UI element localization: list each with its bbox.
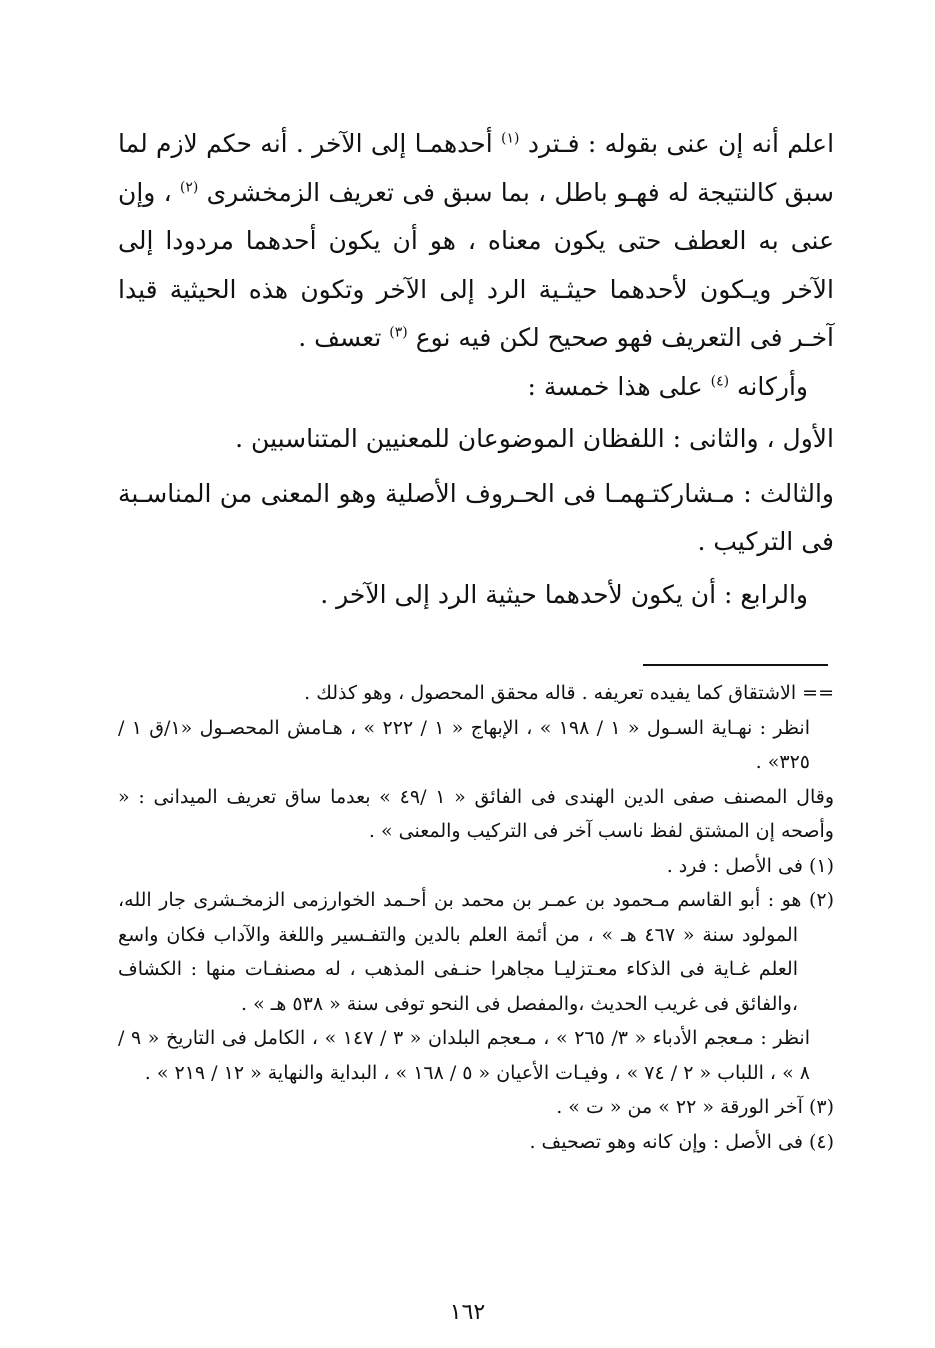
footnote-continued: == الاشتقاق كما يفيده تعريفه . قاله محقق المحصول ، وهو كذلك .: [304, 682, 834, 704]
footnotes: [118, 676, 834, 1159]
text-run: وأركانه: [737, 371, 808, 401]
footnote-continued-quote: وقال المصنف صفى الدين الهندى فى الفائق « ١ /٤٩ » بعدما ساق تعريف الميدانى : « وأصحه إن المشتق لفظ ناسب آخر فى التركيب والمعنى » .: [118, 785, 834, 842]
footnote-ref-4: (٤): [710, 373, 730, 390]
text-run: ، وإن عنى به العطف حتى يكون معناه ، هو أن يكون أحدهما مردودا إلى الآخر ويـكون لأحدهما حيثـية الرد إلى الآخر وتكون هذه الحيثية قيدا آخـر فى التعريف فهو صحيح لكن فيه نوع: [118, 177, 834, 352]
footnote-3: (٣) آخر الورقة « ٢٢ » من « ت » .: [556, 1096, 834, 1118]
footnote-1: (١) فى الأصل : فرد .: [666, 854, 834, 877]
text-run: اعلم أنه إن عنى بقوله : فـترد: [527, 129, 835, 158]
text-run: تعسف .: [298, 323, 382, 352]
paragraph-4: والثالث : مـشاركتـهمـا فى الحـروف الأصلية وهو المعنى من المناسـبة فى التركيب .: [118, 478, 834, 556]
footnote-divider: [643, 664, 828, 666]
paragraph-1: [118, 120, 834, 363]
page-number: ١٦٢: [449, 1300, 486, 1325]
text-run: أحدهمـا إلى الآخر . أنه حكم لازم لما سبق كالنتيجة له فهـو باطل ، بما سبق فى تعريف الزمخشرى: [118, 129, 834, 207]
footnote-ref-1: (١): [501, 130, 520, 147]
paragraph-5: والرابع : أن يكون لأحدهما حيثية الرد إلى الآخر .: [320, 579, 808, 609]
footnote-2: (٢) هو : أبو القاسم مـحمود بن عمـر بن محمد بن أحـمد الخوارزمى الزمخـشرى جار الله، المولود سنة « ٤٦٧ هـ » ، من أئمة العلم بالدين والتفـسير واللغة والآداب فكان واسع العلم غـاية فى الذكاء معـتزليـا مجاهرا حنـفى المذهب ، له مصنفـات منها : الكشاف ،والفائق فى غريب الحديث ،والمفصل فى النحو توفى سنة « ٥٣٨ هـ » .: [118, 889, 834, 1015]
paragraph-3: الأول ، والثانى : اللفظان الموضوعان للمعنيين المتناسبين .: [235, 424, 834, 453]
footnote-ref-2: (٢): [179, 179, 199, 196]
footnote-4: (٤) فى الأصل : وإن كانه وهو تصحيف .: [529, 1130, 834, 1153]
paragraph-2: [118, 363, 834, 412]
footnote-ref-3: (٣): [389, 324, 408, 341]
main-text: [118, 120, 834, 619]
text-run: على هذا خمسة :: [527, 371, 703, 401]
footnote-continued-ref: انظر : نهـاية السـول « ١ / ١٩٨ » ، الإبهاج « ١ / ٢٢٢ » ، هـامش المحصـول «١/ق ١ / ٣٢٥» .: [118, 716, 811, 773]
footnote-2-sources: انظر : مـعجم الأدباء « ٣/ ٢٦٥ » ، مـعجم البلدان « ٣ / ١٤٧ » ، الكامل فى التاريخ « ٩ / ٨ » ، اللباب « ٢ / ٧٤ » ، وفيـات الأعيان « ٥ / ١٦٨ » ، البداية والنهاية « ١٢ / ٢١٩ » .: [118, 1027, 810, 1084]
